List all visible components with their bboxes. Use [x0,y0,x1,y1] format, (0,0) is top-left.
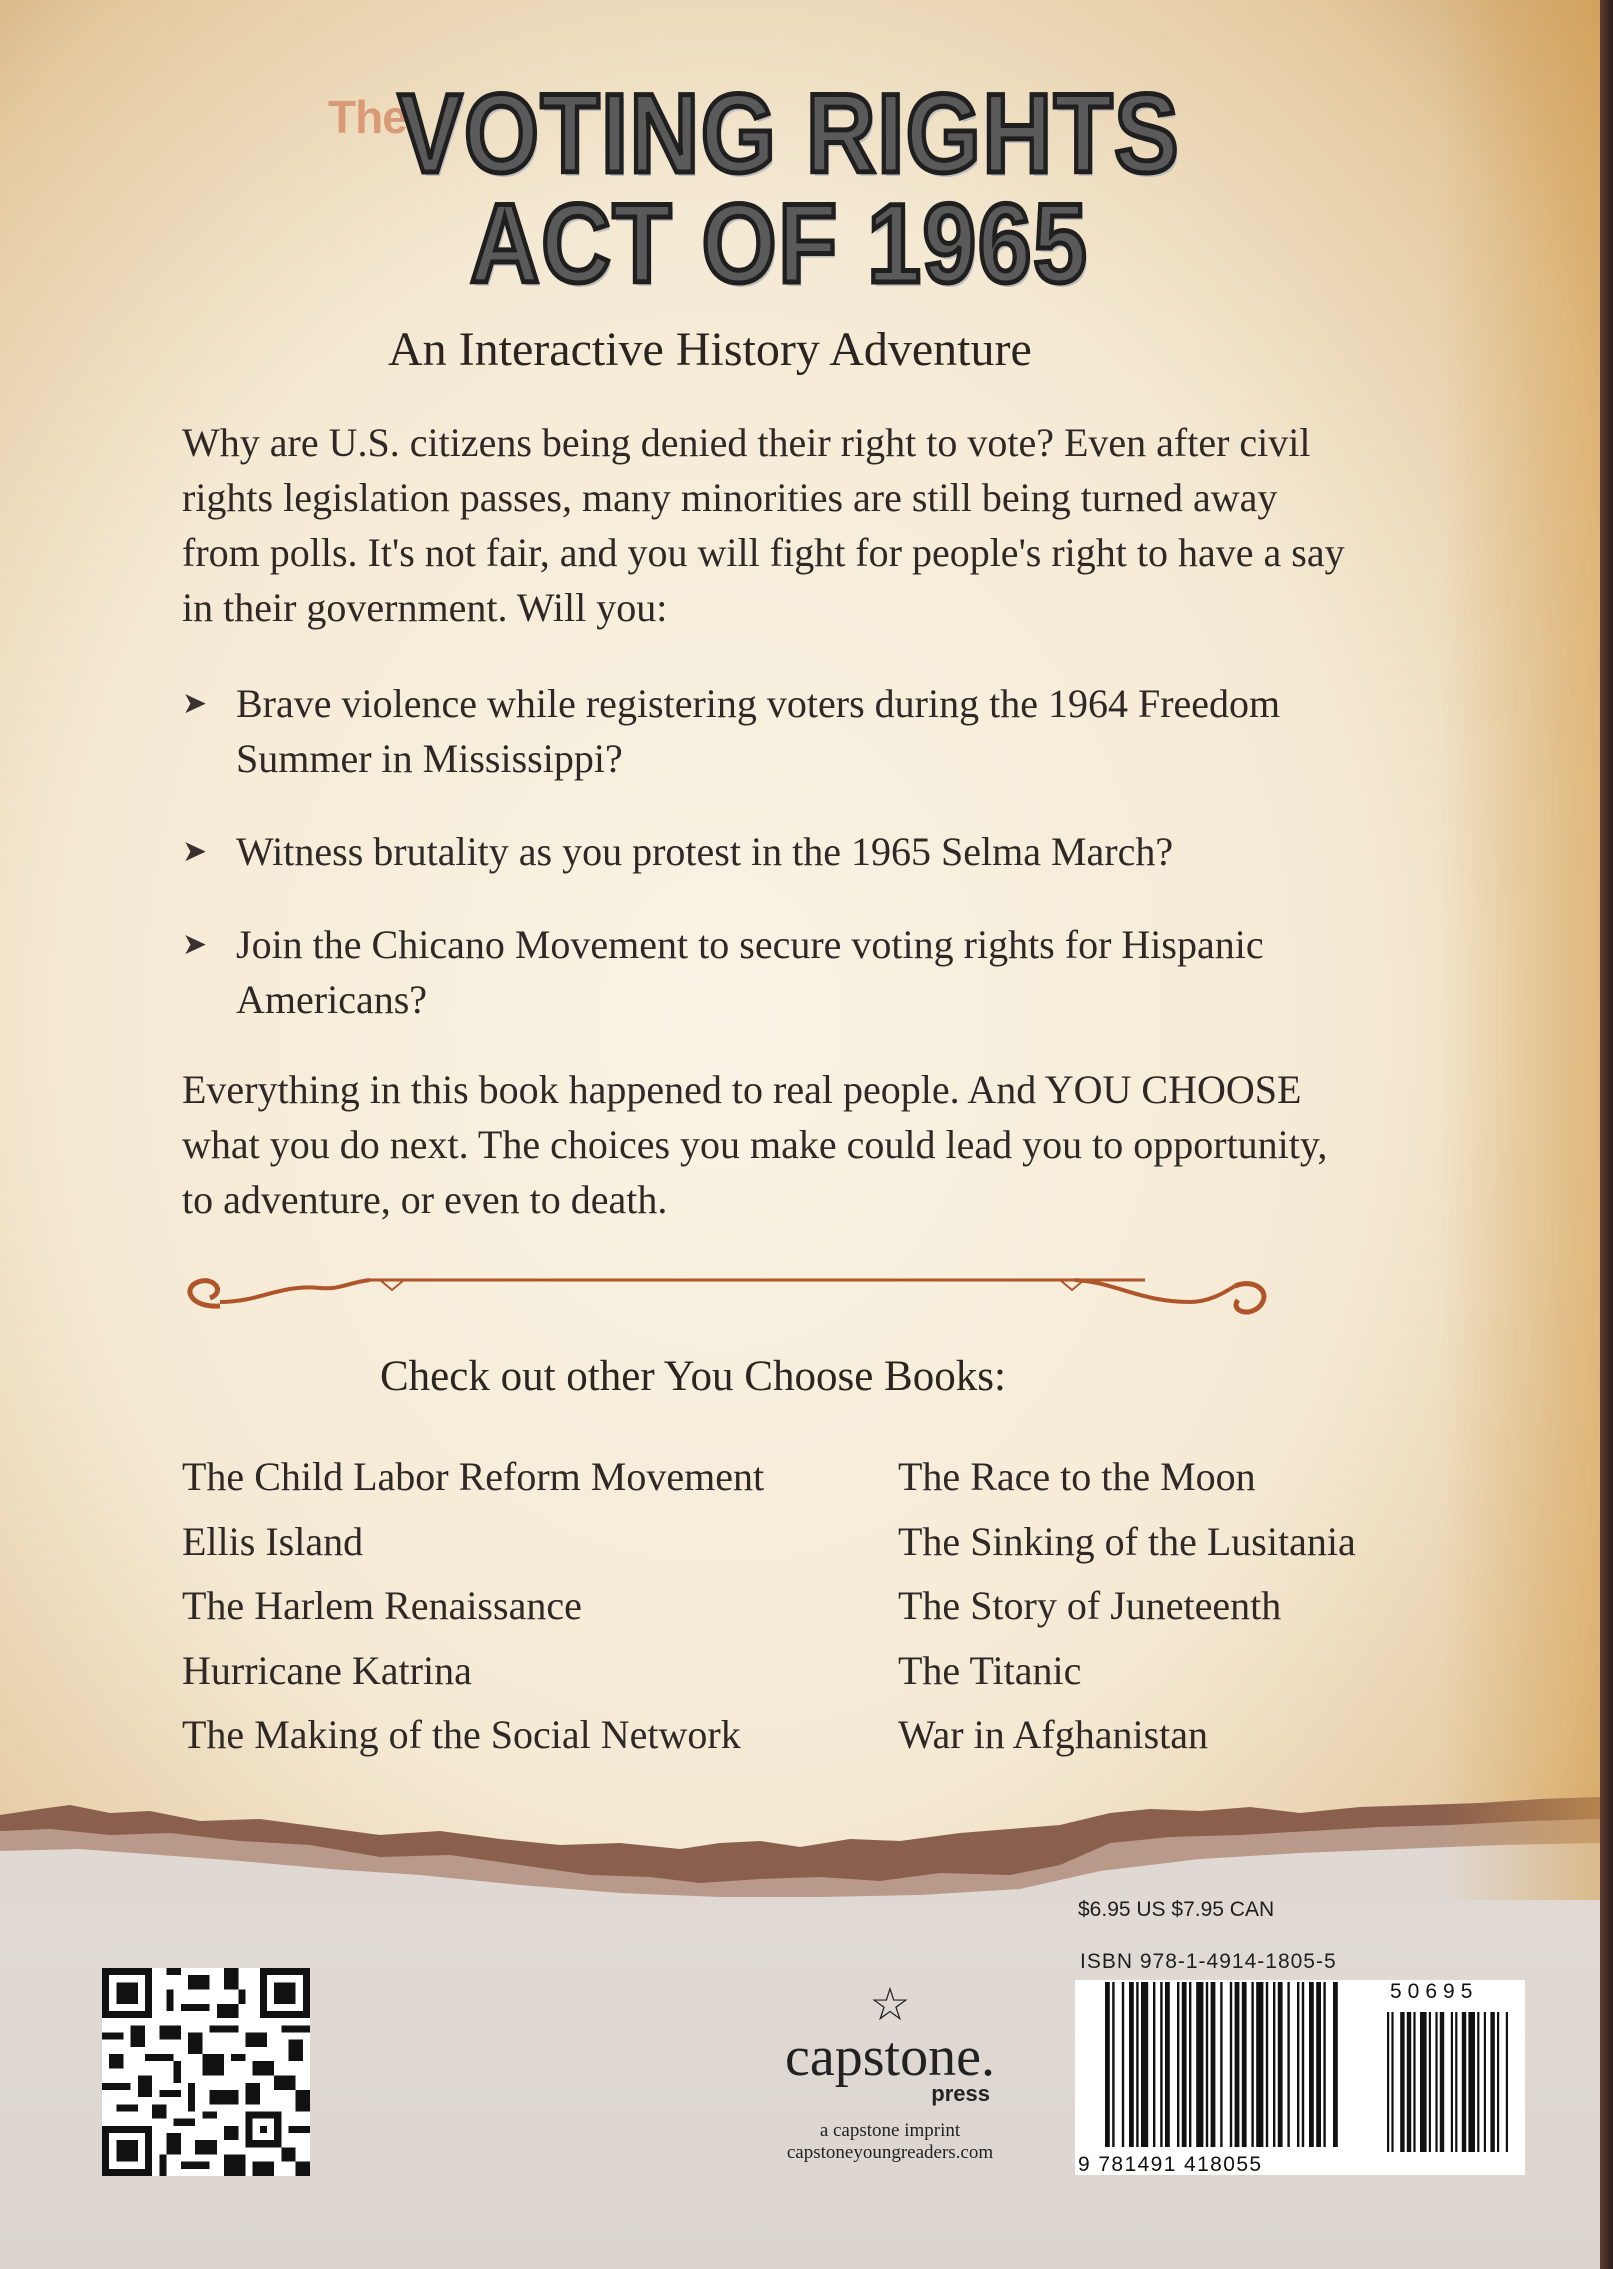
barcode-addon-digits: 50695 [1390,1980,1479,2003]
book-title-item: The Making of the Social Network [182,1712,741,1757]
publisher-name: capstone. [785,2026,995,2088]
title-line-2: ACT OF 1965 [470,181,1089,306]
subtitle: An Interactive History Adventure [388,323,1032,376]
bullet-item [182,824,1362,879]
arrow-bullet-icon: ➤ [182,928,208,961]
isbn-label: ISBN 978-1-4914-1805-5 [1080,1950,1337,1973]
torn-paper-edge-icon [0,1785,1600,1905]
bullet-list [182,676,1362,1065]
spine-edge [1600,0,1613,2269]
book-title-item: War in Afghanistan [898,1712,1209,1757]
other-books-left-column [182,1445,764,1768]
book-title-item: The Titanic [898,1647,1082,1693]
bullet-text: Brave violence while registering voters during the 1964 Freedom Summer in Mississippi? [236,681,1281,781]
price-label: $6.95 US $7.95 CAN [1078,1898,1275,1921]
publisher-imprint: a capstone imprint [819,2120,961,2141]
title-prefix: The [328,91,407,143]
book-title-item: The Story of Juneteenth [898,1583,1282,1628]
book-title-item: Ellis Island [182,1518,364,1564]
bullet-item [182,676,1362,786]
publisher-logo [760,1979,1020,2163]
bullet-text: Witness brutality as you protest in the 1965 Selma March? [236,829,1174,874]
title-line-1: VOTING RIGHTS [398,71,1181,196]
bullet-item [182,917,1362,1027]
publisher-line: press [931,2081,990,2106]
closing-paragraph: Everything in this book happened to real people. And YOU CHOOSE what you do next. The choices you make could lead you to opportunity, to adventure, or even to death. [182,1067,1328,1222]
flourish-divider-icon [180,1268,1275,1328]
book-title-item: The Race to the Moon [898,1454,1256,1499]
qr-code-icon [102,1968,310,2176]
arrow-bullet-icon: ➤ [182,835,208,868]
barcode-icon [1105,1982,1515,2152]
book-title-item: Hurricane Katrina [182,1647,472,1693]
bullet-text: Join the Chicano Movement to secure voting rights for Hispanic Americans? [236,922,1264,1022]
barcode-ean-digits: 9 781491 418055 [1078,2153,1263,2176]
intro-paragraph: Why are U.S. citizens being denied their right to vote? Even after civil rights legislation passes, many minorities are still being turned away from polls. It's not fair, and you will fight for people's right to have a say in their government. Will you: [182,420,1345,630]
star-icon: ☆ [869,1979,911,2030]
book-title-item: The Child Labor Reform Movement [182,1454,765,1499]
other-books-heading: Check out other You Choose Books: [380,1353,1006,1400]
publisher-url: capstoneyoungreaders.com [786,2142,994,2163]
book-title-item: The Sinking of the Lusitania [898,1518,1356,1564]
arrow-bullet-icon: ➤ [182,687,208,720]
book-title-item: The Harlem Renaissance [182,1583,582,1628]
other-books-right-column [898,1445,1356,1768]
